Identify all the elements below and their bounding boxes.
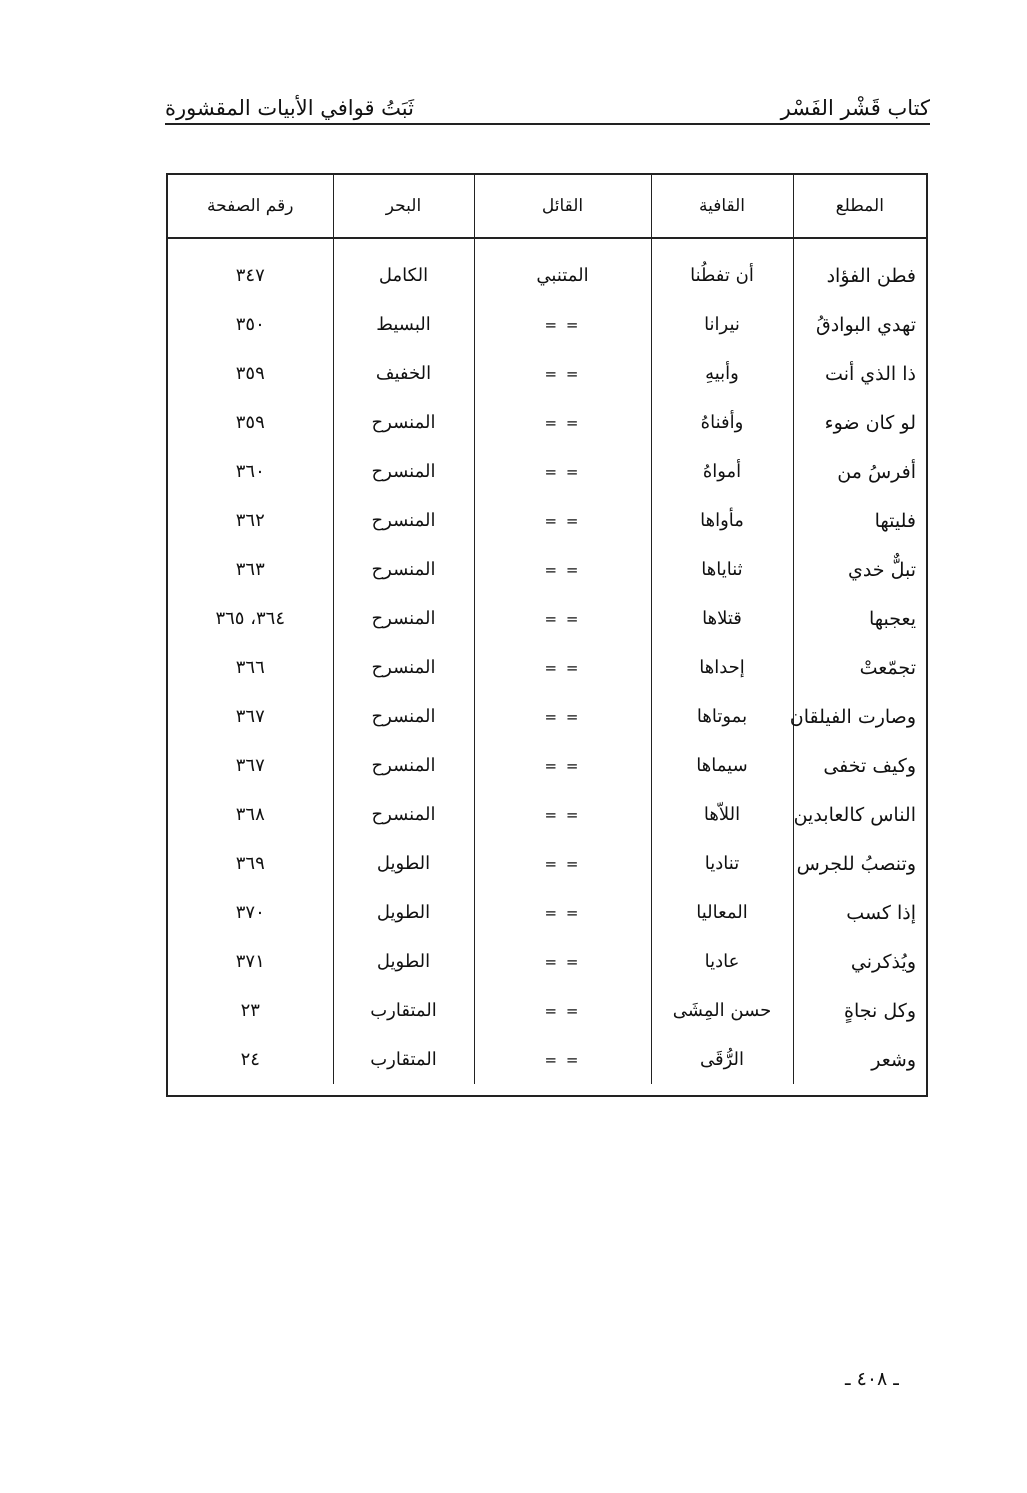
header-rule: [165, 123, 930, 125]
column-header-qail: القائل: [474, 175, 651, 238]
cell-page: ٣٥٩: [235, 412, 265, 433]
cell-page: ٣٦٧: [235, 755, 265, 776]
table-row: [168, 643, 926, 692]
column-header-bahr: البحر: [333, 175, 474, 238]
cell-bahr: المتقارب: [333, 986, 474, 1035]
cell-matla: تجمّعتْ: [793, 643, 926, 692]
cell-page: ٣٦٧: [235, 706, 265, 727]
table-row: [168, 238, 926, 300]
cell-bahr: المنسرح: [333, 643, 474, 692]
cell-bahr: المنسرح: [333, 545, 474, 594]
cell-matla: وكيف تخفى: [793, 741, 926, 790]
cell-page: ٣٦٠: [235, 461, 265, 482]
cell-qafia: مأواها: [651, 496, 793, 545]
cell-matla: وكل نجاةٍ: [793, 986, 926, 1035]
cell-qail: = =: [474, 447, 651, 496]
cell-qail: = =: [474, 741, 651, 790]
cell-qail: = =: [474, 398, 651, 447]
cell-bahr: الطويل: [333, 888, 474, 937]
cell-bahr: المنسرح: [333, 398, 474, 447]
cell-bahr: الطويل: [333, 937, 474, 986]
rhymes-table: [168, 175, 926, 1084]
cell-qail: = =: [474, 790, 651, 839]
cell-qafia: أمواهُ: [651, 447, 793, 496]
cell-page: ٣٥٠: [235, 314, 265, 335]
cell-matla: وتنصبُ للجرس: [793, 839, 926, 888]
page-number: ـ ٤٠٨ ـ: [845, 1368, 899, 1390]
cell-matla: وصارت الفيلقان: [793, 692, 926, 741]
cell-matla: إذا كسب: [793, 888, 926, 937]
cell-qail: = =: [474, 545, 651, 594]
cell-page: ٣٧٠: [235, 902, 265, 923]
cell-page: ٣٦٢: [235, 510, 265, 531]
cell-qail: المتنبي: [474, 238, 651, 300]
cell-matla: لو كان ضوء: [793, 398, 926, 447]
cell-qafia: الرُّقَى: [651, 1035, 793, 1084]
cell-page: ٣٧١: [235, 951, 265, 972]
cell-page: ٣٦٩: [235, 853, 265, 874]
cell-matla: أفرسُ من: [793, 447, 926, 496]
table-row: [168, 349, 926, 398]
cell-page: ٣٦٤، ٣٦٥: [215, 608, 286, 629]
table-row: [168, 300, 926, 349]
cell-matla: فليتها: [793, 496, 926, 545]
column-header-matla: المطلع: [793, 175, 926, 238]
cell-page: ٢٤: [240, 1049, 260, 1070]
cell-qail: = =: [474, 349, 651, 398]
cell-page: ٣٦٨: [235, 804, 265, 825]
cell-qafia: تناديا: [651, 839, 793, 888]
cell-matla: وشعر: [793, 1035, 926, 1084]
running-head: [165, 82, 930, 120]
table-row: [168, 986, 926, 1035]
cell-qafia: نيرانا: [651, 300, 793, 349]
cell-qail: = =: [474, 888, 651, 937]
cell-bahr: الطويل: [333, 839, 474, 888]
cell-qafia: اللاّها: [651, 790, 793, 839]
cell-matla: تبلٌّ خدي: [793, 545, 926, 594]
cell-bahr: المنسرح: [333, 447, 474, 496]
table-header-row: [168, 175, 926, 238]
cell-bahr: المنسرح: [333, 594, 474, 643]
cell-qail: = =: [474, 937, 651, 986]
cell-qail: = =: [474, 1035, 651, 1084]
cell-bahr: المتقارب: [333, 1035, 474, 1084]
cell-page: ٣٥٩: [235, 363, 265, 384]
cell-qafia: قتلاها: [651, 594, 793, 643]
cell-qafia: سيماها: [651, 741, 793, 790]
cell-bahr: البسيط: [333, 300, 474, 349]
cell-page: ٣٦٣: [235, 559, 265, 580]
table-row: [168, 839, 926, 888]
cell-qafia: عاديا: [651, 937, 793, 986]
table-row: [168, 447, 926, 496]
table-row: [168, 790, 926, 839]
cell-qafia: حسن المِشَى: [651, 986, 793, 1035]
cell-bahr: المنسرح: [333, 790, 474, 839]
cell-page: ٢٣: [240, 1000, 260, 1021]
cell-bahr: المنسرح: [333, 741, 474, 790]
column-header-qafia: القافية: [651, 175, 793, 238]
rhymes-table-container: [166, 173, 928, 1097]
table-row: [168, 692, 926, 741]
column-header-page: رقم الصفحة: [168, 175, 333, 238]
cell-qafia: المعاليا: [651, 888, 793, 937]
cell-matla: يعجبها: [793, 594, 926, 643]
table-row: [168, 888, 926, 937]
cell-qail: = =: [474, 692, 651, 741]
cell-qafia: أن تفطُنا: [651, 238, 793, 300]
cell-qafia: بموتاها: [651, 692, 793, 741]
cell-bahr: الكامل: [333, 238, 474, 300]
cell-qail: = =: [474, 986, 651, 1035]
cell-qail: = =: [474, 594, 651, 643]
cell-matla: فطن الفؤاد: [793, 238, 926, 300]
cell-matla: ذا الذي أنت: [793, 349, 926, 398]
section-title: ثَبَتُ قوافي الأبيات المقشورة: [165, 96, 414, 120]
table-row: [168, 1035, 926, 1084]
table-row: [168, 937, 926, 986]
table-row: [168, 741, 926, 790]
table-row: [168, 545, 926, 594]
cell-qafia: ثناياها: [651, 545, 793, 594]
cell-matla: ويُذكرني: [793, 937, 926, 986]
table-row: [168, 398, 926, 447]
cell-qafia: إحداها: [651, 643, 793, 692]
cell-bahr: الخفيف: [333, 349, 474, 398]
cell-qafia: وأبيهِ: [651, 349, 793, 398]
book-title: كتاب قَشْر الفَسْر: [780, 96, 930, 120]
cell-qail: = =: [474, 300, 651, 349]
cell-qail: = =: [474, 496, 651, 545]
table-row: [168, 594, 926, 643]
cell-qail: = =: [474, 839, 651, 888]
cell-qail: = =: [474, 643, 651, 692]
cell-matla: تهدي البوادقُ: [793, 300, 926, 349]
cell-page: ٣٦٦: [235, 657, 265, 678]
cell-qafia: وأفناهُ: [651, 398, 793, 447]
table-row: [168, 496, 926, 545]
cell-bahr: المنسرح: [333, 496, 474, 545]
cell-bahr: المنسرح: [333, 692, 474, 741]
cell-page: ٣٤٧: [235, 265, 265, 286]
cell-matla: الناس كالعابدين: [793, 790, 926, 839]
